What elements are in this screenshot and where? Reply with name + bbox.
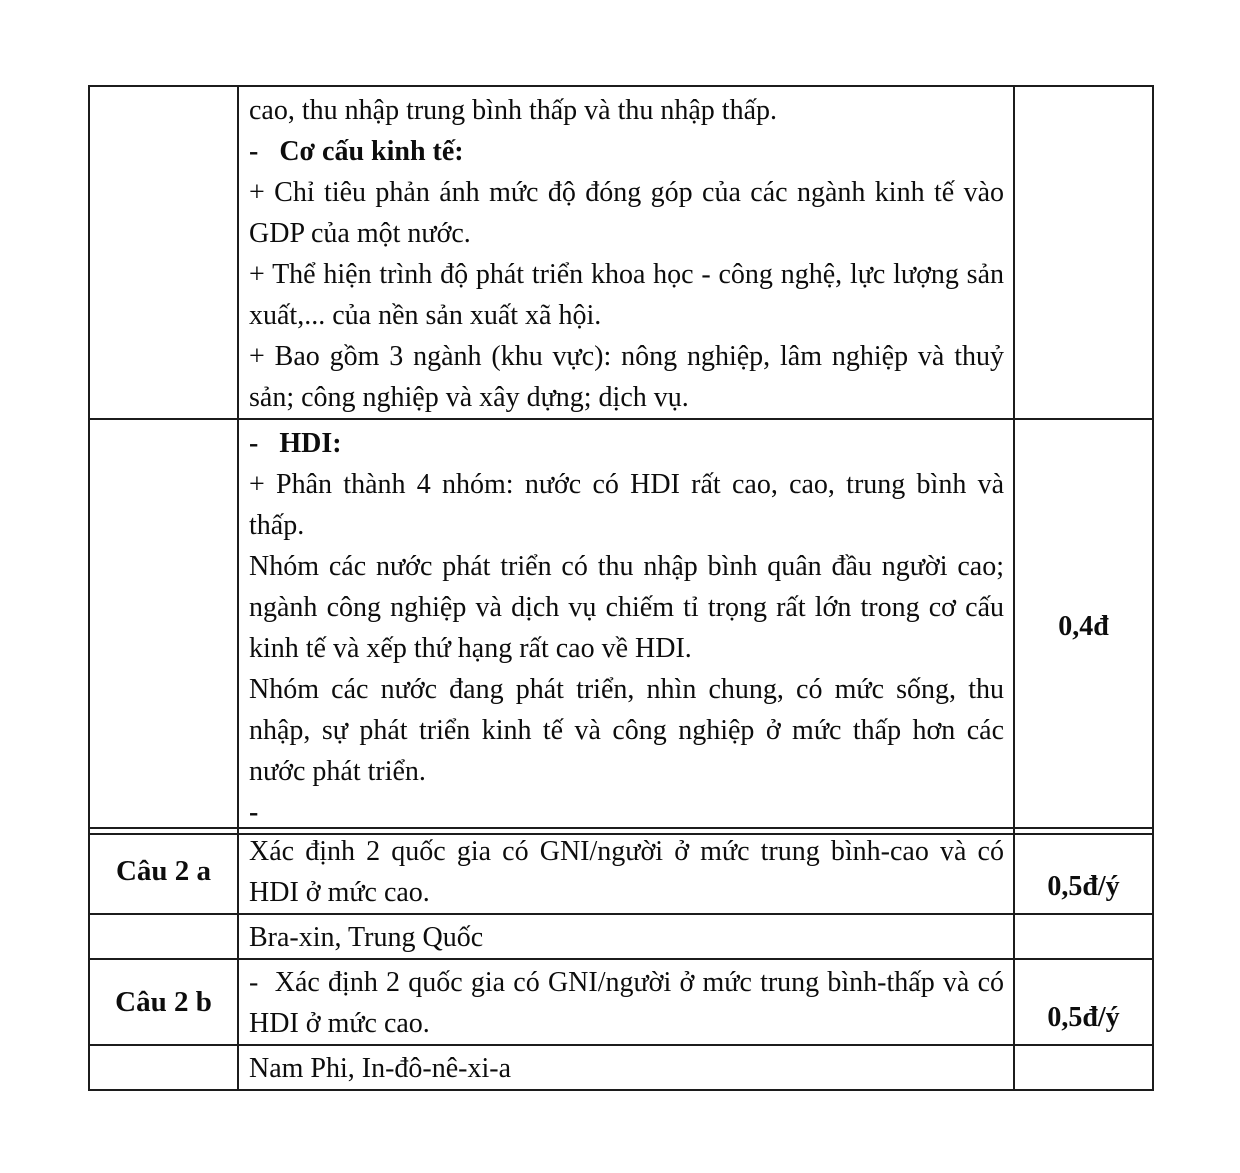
paragraph-heading: - HDI: <box>249 428 342 459</box>
score-cell: 0,5đ/ý <box>1014 828 1153 914</box>
criteria-cell <box>238 419 1014 834</box>
paragraph: + Bao gồm 3 ngành (khu vực): nông nghiệp, lâm nghiệp và thuỷ sản; công nghiệp và xây dựng; dịch vụ. <box>249 341 1011 413</box>
answer-cell <box>238 1045 1014 1090</box>
table-row <box>89 959 1153 1045</box>
criteria-cell <box>238 828 1014 914</box>
score-cell: 0,5đ/ý <box>1014 959 1153 1045</box>
question-label-cell: Câu 2 a <box>89 828 238 914</box>
criteria-cell <box>238 959 1014 1045</box>
question-label-cell <box>89 1045 238 1090</box>
paragraph: cao, thu nhập trung bình thấp và thu nhập thấp. <box>249 95 777 126</box>
paragraph: - Xác định 2 quốc gia có GNI/người ở mức trung bình-thấp và có HDI ở mức cao. <box>249 967 1011 1039</box>
question-label-cell: Câu 2 b <box>89 959 238 1045</box>
paragraph: + Chỉ tiêu phản ánh mức độ đóng góp của các ngành kinh tế vào GDP của một nước. <box>249 177 1011 249</box>
score-cell <box>1014 1045 1153 1090</box>
score-cell: 0,4đ <box>1014 419 1153 834</box>
question-label-cell <box>89 419 238 834</box>
question-label-cell <box>89 914 238 959</box>
table-row <box>89 914 1153 959</box>
question-table <box>88 827 1154 1091</box>
answer-table <box>88 85 1154 835</box>
dash-bullet: - <box>249 797 259 828</box>
table-row <box>89 419 1153 834</box>
table-row <box>89 1045 1153 1090</box>
paragraph: Nhóm các nước phát triển có thu nhập bình quân đầu người cao; ngành công nghiệp và dịch vụ chiếm tỉ trọng rất lớn trong cơ cấu kinh tế và xếp thứ hạng rất cao về HDI. <box>249 551 1011 664</box>
paragraph: + Phân thành 4 nhóm: nước có HDI rất cao, cao, trung bình và thấp. <box>249 469 1011 541</box>
table-row <box>89 828 1153 914</box>
table-row <box>89 86 1153 419</box>
paragraph: Nhóm các nước đang phát triển, nhìn chung, có mức sống, thu nhập, sự phát triển kinh tế và công nghiệp ở mức thấp hơn các nước phát triển. <box>249 674 1011 787</box>
question-label-cell <box>89 86 238 419</box>
paragraph-heading: - Cơ cấu kinh tế: <box>249 136 464 167</box>
answer-cell <box>238 914 1014 959</box>
criteria-cell <box>238 86 1014 419</box>
paragraph: Bra-xin, Trung Quốc <box>249 922 484 953</box>
paragraph: + Thể hiện trình độ phát triển khoa học - công nghệ, lực lượng sản xuất,... của nền sản xuất xã hội. <box>249 259 1011 331</box>
score-cell <box>1014 914 1153 959</box>
paragraph: Xác định 2 quốc gia có GNI/người ở mức trung bình-cao và có HDI ở mức cao. <box>249 836 1011 908</box>
score-cell <box>1014 86 1153 419</box>
paragraph: Nam Phi, In-đô-nê-xi-a <box>249 1053 512 1084</box>
